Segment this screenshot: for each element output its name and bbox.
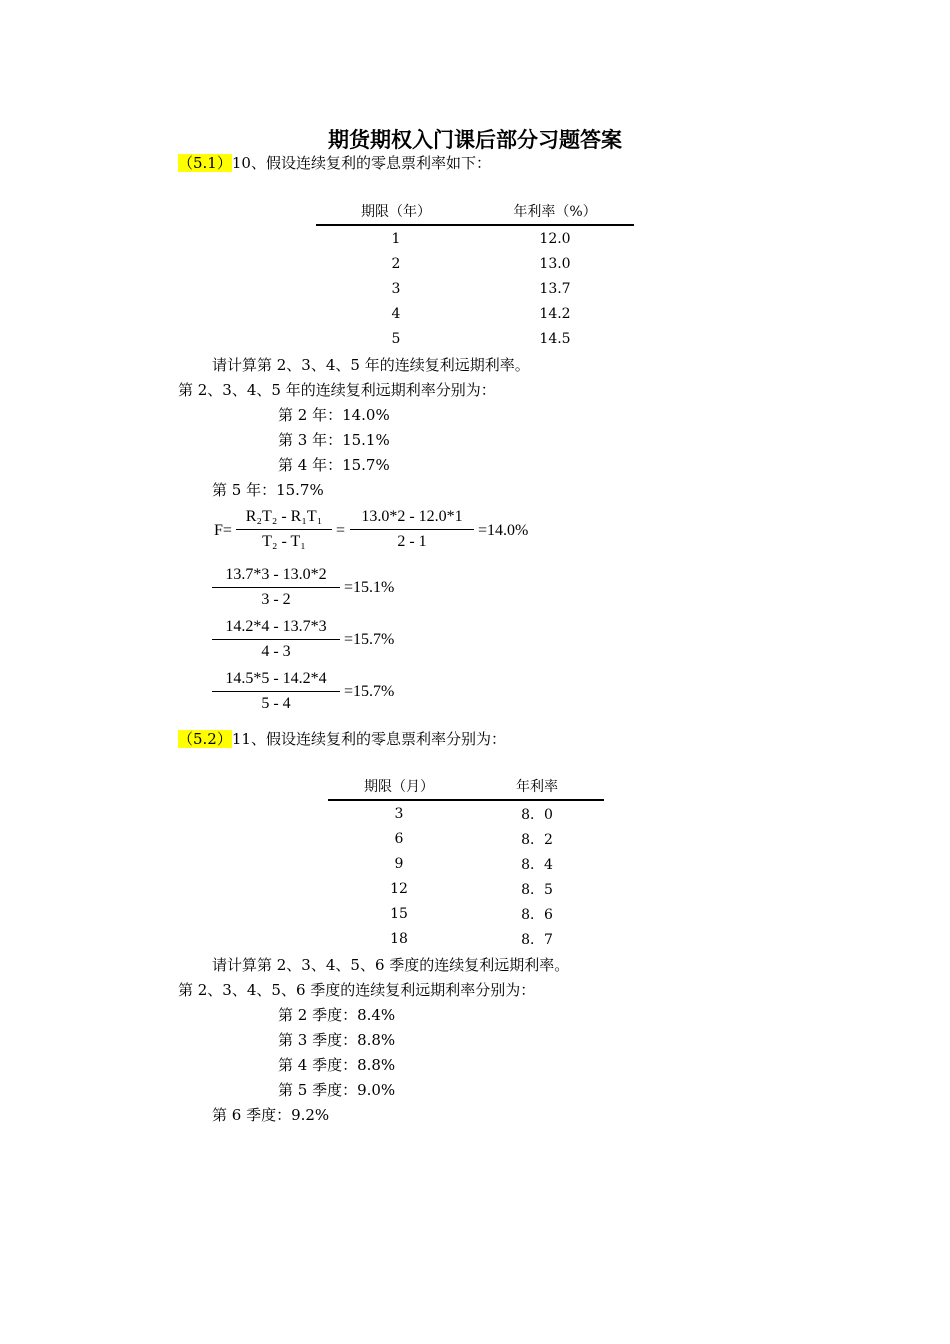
col-header-term: 期限（月） — [328, 773, 470, 800]
term-cell: 15 — [390, 905, 408, 922]
rate-cell: 8．7 — [521, 931, 553, 948]
answer-item: 第 5 季度：9.0% — [278, 1081, 396, 1099]
col-header-rate: 年利率（%） — [476, 198, 634, 225]
term-cell: 12 — [390, 880, 408, 897]
rate-cell: 8．2 — [521, 831, 553, 848]
rate-cell: 14.2 — [539, 305, 571, 322]
formula-fraction — [350, 508, 474, 551]
question-2-heading — [178, 728, 506, 749]
answer-intro: 第 2、3、4、5、6 季度的连续复利远期利率分别为： — [178, 981, 536, 999]
rate-table-months — [328, 773, 604, 951]
page-title: 期货期权入门课后部分习题答案 — [328, 127, 622, 152]
answer-item: 第 3 年：15.1% — [278, 431, 390, 449]
answer-item: 第 4 年：15.7% — [278, 456, 390, 474]
term-cell: 6 — [394, 830, 404, 847]
formula-fraction — [212, 618, 340, 661]
formula-numerator: 14.2*4 - 13.7*3 — [212, 618, 340, 640]
formula-denominator: 3 - 2 — [261, 591, 291, 608]
formula-fraction — [212, 566, 340, 609]
col-header-rate: 年利率 — [470, 773, 604, 800]
formula-lhs: F= — [214, 522, 232, 539]
question-ask: 请计算第 2、3、4、5 年的连续复利远期利率。 — [212, 356, 530, 374]
question-tag: （5.2） — [178, 730, 232, 748]
answer-item: 第 3 季度：8.8% — [278, 1031, 396, 1049]
table-row — [316, 301, 634, 326]
question-ask: 请计算第 2、3、4、5、6 季度的连续复利远期利率。 — [212, 956, 570, 974]
table-row — [316, 225, 634, 251]
formula-denominator: 5 - 4 — [261, 695, 291, 712]
term-cell: 3 — [394, 805, 404, 822]
rate-cell: 8．4 — [521, 856, 553, 873]
term-cell: 18 — [390, 930, 408, 947]
col-header-term: 期限（年） — [316, 198, 476, 225]
rate-cell: 13.0 — [539, 255, 571, 272]
formula-symbolic-denominator: T₂ - T₁ — [262, 533, 306, 550]
question-1-heading — [178, 152, 491, 173]
question-prompt: 10、假设连续复利的零息票利率如下： — [231, 154, 491, 172]
question-prompt: 11、假设连续复利的零息票利率分别为： — [231, 730, 506, 748]
table-row — [328, 926, 604, 951]
formula-result: =15.1% — [344, 579, 395, 596]
answer-item: 第 4 季度：8.8% — [278, 1056, 396, 1074]
rate-table-years — [316, 198, 634, 351]
formula-result: =15.7% — [344, 631, 395, 648]
rate-cell: 8．0 — [521, 806, 553, 823]
table-row — [328, 876, 604, 901]
answer-item: 第 2 季度：8.4% — [278, 1006, 396, 1024]
table-row — [328, 800, 604, 826]
formula-numerator: 13.0*2 - 12.0*1 — [350, 508, 474, 530]
table-row — [316, 251, 634, 276]
table-row — [328, 851, 604, 876]
answer-item: 第 2 年：14.0% — [278, 406, 390, 424]
term-cell: 5 — [391, 330, 401, 347]
formula-numerator: 14.5*5 - 14.2*4 — [212, 670, 340, 692]
term-cell: 9 — [394, 855, 404, 872]
term-cell: 3 — [391, 280, 401, 297]
formula-fraction — [212, 670, 340, 713]
answer-item: 第 5 年：15.7% — [212, 481, 324, 499]
term-cell: 2 — [391, 255, 401, 272]
table-row — [328, 901, 604, 926]
formula-numerator: 13.7*3 - 13.0*2 — [212, 566, 340, 588]
formula-denominator: 2 - 1 — [397, 533, 427, 550]
table-row — [316, 276, 634, 301]
answer-intro: 第 2、3、4、5 年的连续复利远期利率分别为： — [178, 381, 496, 399]
rate-cell: 13.7 — [539, 280, 571, 297]
formula-result: =15.7% — [344, 683, 395, 700]
answer-item: 第 6 季度：9.2% — [212, 1106, 330, 1124]
formula-result: =14.0% — [478, 522, 529, 539]
formula-equals: = — [336, 522, 346, 539]
formula-symbolic-numerator: R₂T₂ - R₁T₁ — [236, 508, 332, 530]
rate-cell: 8．6 — [521, 906, 553, 923]
term-cell: 4 — [391, 305, 401, 322]
formula-symbolic-fraction — [236, 508, 332, 551]
formula-denominator: 4 - 3 — [261, 643, 291, 660]
rate-cell: 8．5 — [521, 881, 553, 898]
table-row — [316, 326, 634, 351]
question-tag: （5.1） — [178, 154, 232, 172]
term-cell: 1 — [391, 230, 401, 247]
rate-cell: 12.0 — [539, 230, 571, 247]
rate-cell: 14.5 — [539, 330, 571, 347]
table-row — [328, 826, 604, 851]
